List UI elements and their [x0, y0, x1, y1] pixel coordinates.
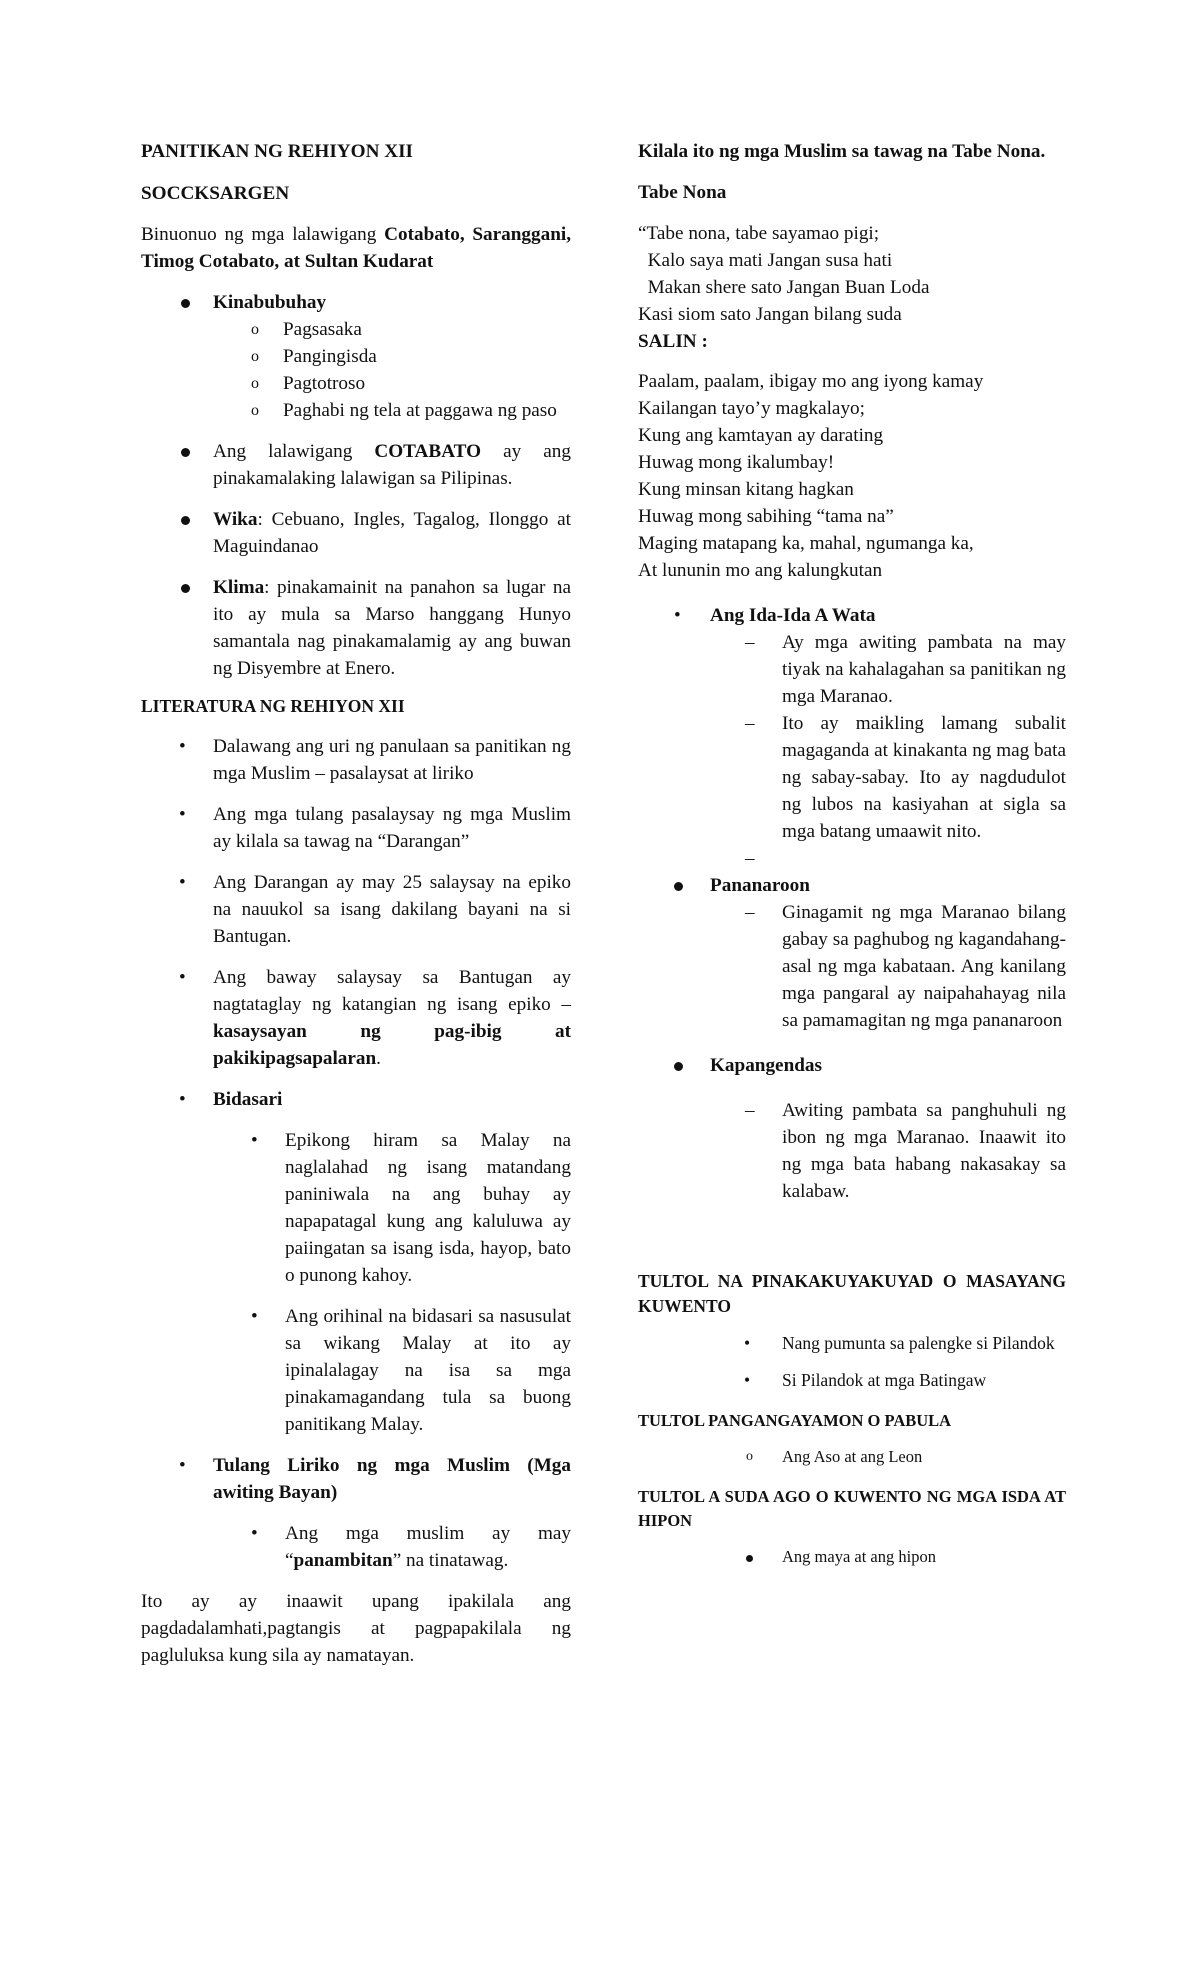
bullet-pananaroon: Pananaroon — [638, 872, 1066, 899]
tultol-isda-heading: TULTOL A SUDA AGO O KUWENTO NG MGA ISDA AT HIPON — [638, 1487, 1066, 1530]
salin-poem: Paalam, paalam, ibigay mo ang iyong kamay Kailangan tayo’y magkalayo; Kung ang kamtayan ay darating Huwag mong ikalumbay! Kung minsan kitang hagkan Huwag mong sabihing “tama na” Maging matapang ka, mahal, ngumanga ka, At lununin mo ang kalungkutan — [638, 371, 984, 581]
list-item: • Dalawang ang uri ng panulaan sa panitikan ng mga Muslim – pasalaysat at liriko — [179, 736, 571, 784]
list-item: – — [745, 848, 755, 869]
literatura-heading: LITERATURA NG REHIYON XII — [141, 696, 405, 716]
intro-prefix: Binuonuo ng mga lalawigang — [141, 224, 385, 245]
closing-paragraph: Ito ay ay inaawit upang ipakilala ang pagdadalamhati,pagtangis at pagpapakilala ng pagluluksa kung sila ay namatayan. — [141, 1591, 571, 1666]
bullet-icon — [674, 882, 683, 891]
bullet-icon — [181, 584, 190, 593]
bullet-ida-ida: • Ang Ida-Ida A Wata — [674, 605, 876, 626]
list-item: Ang maya at ang hipon — [638, 1545, 1066, 1569]
list-item: • Epikong hiram sa Malay na naglalahad ng isang matandang paniniwala na ang buhay ay napapatagal kung ang kaluluwa ay paiingatan sa isang isda, hayop, bato o punong kahoy. — [251, 1130, 571, 1286]
tabe-intro: Kilala ito ng mga Muslim sa tawag na Tabe Nona. — [638, 141, 1046, 162]
bullet-kinabubuhay — [141, 289, 571, 316]
intro-provinces: Cotabato, Saranggani, Timog Cotabato, at Sultan Kudarat — [141, 224, 572, 272]
bullet-icon — [674, 1062, 683, 1071]
intro-paragraph — [141, 221, 571, 275]
list-item: – Ginagamit ng mga Maranao bilang gabay sa paghubog ng kagandahang-asal ng mga kabataan. Ang kanilang mga pangaral ay naipahahayag nila sa pamamagitan ng mga pananaroon — [745, 902, 1066, 1031]
wika-label: Wika — [213, 509, 258, 530]
list-item: • Ang orihinal na bidasari sa nasusulat sa wikang Malay at ito ay ipinalalagay na isa sa mga pinakamagandang tula sa buong panitikang Malay. — [251, 1306, 571, 1435]
kinabubuhay-label: Kinabubuhay — [213, 292, 327, 313]
list-item: – Ay mga awiting pambata na may tiyak na kahalagahan sa panitikan ng mga Maranao. — [745, 632, 1066, 707]
list-item: • Nang pumunta sa palengke si Pilandok — [744, 1333, 1055, 1353]
bullet-bidasari: • Bidasari — [179, 1089, 283, 1110]
list-item: • Ang baway salaysay sa Bantugan ay nagtataglay ng katangian ng isang epiko – kasaysayan ng pag-ibig at pakikipagsapalaran. — [179, 967, 571, 1069]
kinabubuhay-list — [141, 316, 571, 424]
list-item: o Pangingisda — [251, 346, 377, 367]
tabe-heading: Tabe Nona — [638, 182, 727, 203]
bullet-icon — [181, 516, 190, 525]
klima-label: Klima — [213, 577, 265, 598]
salin-heading: SALIN : — [638, 331, 708, 352]
list-item: • Ang mga tulang pasalaysay ng mga Muslim ay kilala sa tawag na “Darangan” — [179, 804, 571, 852]
bullet-icon — [181, 448, 190, 457]
list-item: o Pagsasaka — [251, 319, 362, 340]
list-item: • Si Pilandok at mga Batingaw — [744, 1370, 987, 1390]
right-column — [638, 138, 1066, 1569]
document-title: PANITIKAN NG REHIYON XII — [141, 141, 414, 162]
poem: “Tabe nona, tabe sayamao pigi; Kalo saya mati Jangan susa hati Makan shere sato Jangan Buan Loda Kasi siom sato Jangan bilang suda — [638, 223, 930, 325]
region-subtitle: SOCCKSARGEN — [141, 183, 290, 204]
list-item: • Ang mga muslim ay may “panambitan” na tinatawag. — [251, 1523, 571, 1571]
bullet-wika: Wika: Cebuano, Ingles, Tagalog, Ilonggo at Maguindanao — [141, 506, 571, 560]
bullet-tulang-liriko: • Tulang Liriko ng mga Muslim (Mga awiting Bayan) — [179, 1455, 571, 1503]
list-item: o Pagtotroso — [251, 373, 366, 394]
bullet-icon — [181, 299, 190, 308]
bullet-cotabato: Ang lalawigang COTABATO ay ang pinakamalaking lalawigan sa Pilipinas. — [141, 438, 571, 492]
cotabato-bold: COTABATO — [374, 441, 482, 462]
list-item: o Paghabi ng tela at paggawa ng paso — [251, 400, 557, 421]
tultol-pabula-heading: TULTOL PANGANGAYAMON O PABULA — [638, 1411, 952, 1430]
list-item: o Ang Aso at ang Leon — [746, 1447, 923, 1466]
list-item: • Ang Darangan ay may 25 salaysay na epiko na nauukol sa isang dakilang bayani na si Bantugan. — [179, 872, 571, 947]
bullet-icon — [746, 1555, 753, 1562]
bullet-kapangendas: Kapangendas — [638, 1052, 1066, 1079]
bullet-klima: Klima: pinakamainit na panahon sa lugar na ito ay mula sa Marso hanggang Hunyo samantala nag pinakamalamig ay ang buwan ng Disyembre at Enero. — [141, 574, 571, 682]
list-item: – Ito ay maikling lamang subalit magaganda at kinakanta ng mag bata ng sabay-sabay. Ito ay nagdudulot ng lubos na kasiyahan at sigla sa mga batang umaawit nito. — [745, 713, 1066, 842]
left-column — [141, 138, 571, 1669]
tultol-masaya-heading: TULTOL NA PINAKAKUYAKUYAD O MASAYANG KUWENTO — [638, 1271, 1066, 1316]
list-item: – Awiting pambata sa panghuhuli ng ibon ng mga Maranao. Inaawit ito ng mga bata habang nakasakay sa kalabaw. — [745, 1100, 1066, 1202]
